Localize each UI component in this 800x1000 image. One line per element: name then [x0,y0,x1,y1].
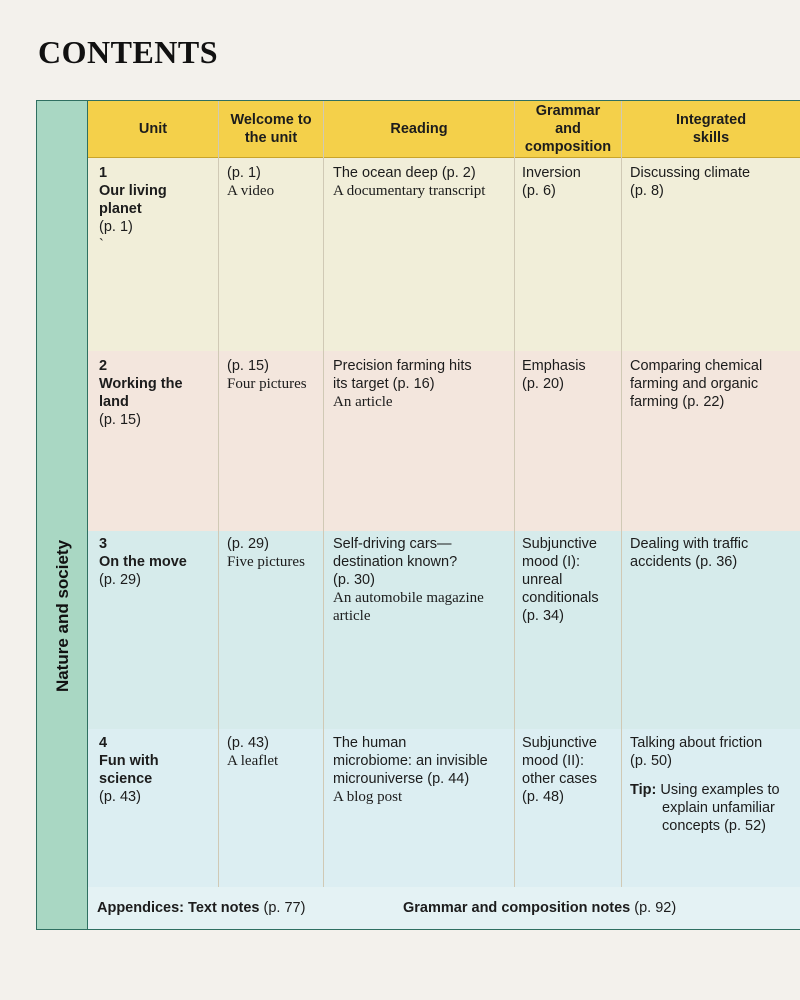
column-divider [218,101,219,887]
table-header [88,101,800,158]
unit-1-welcome: (p. 1) A video [227,165,275,199]
unit-1-reading[interactable]: The ocean deep (p. 2) A documentary transcript [333,165,486,199]
unit-1-skills[interactable]: Discussing climate (p. 8) [630,165,751,199]
unit-1-cell[interactable]: 1 Our living planet (p. 1) ` [99,165,167,253]
header-unit: Unit [138,121,168,137]
header-skills: Integrated skills [675,112,747,146]
appendix-text-notes[interactable]: Appendices: Text notes (p. 77) [97,900,306,916]
page-title: CONTENTS [38,34,219,70]
unit-2-grammar[interactable]: Emphasis (p. 20) [522,358,586,392]
section-label: Nature and society [53,539,72,693]
header-welcome: Welcome to the unit [230,112,312,146]
unit-2-skills[interactable]: Comparing chemical farming and organic farming (p. 22) [630,358,763,410]
column-divider [323,101,324,887]
unit-3-reading[interactable]: Self-driving cars— destination known? (p. 30) An automobile magazine article [333,536,484,624]
unit-4-skills[interactable]: Talking about friction (p. 50) Tip: Using examples to explain unfamiliar concepts (p. 52) [630,735,780,834]
unit-4-reading[interactable]: The human microbiome: an invisible microuniverse (p. 44) A blog post [333,735,488,805]
section-sidebar [36,100,88,930]
unit-3-grammar[interactable]: Subjunctive mood (I): unreal conditionals (p. 34) [522,536,599,624]
column-divider [621,101,622,887]
tip-label: Tip: [630,782,657,798]
unit-3-skills[interactable]: Dealing with traffic accidents (p. 36) [630,536,749,570]
header-grammar: Grammar and composition [524,103,612,155]
unit-2-welcome: (p. 15) Four pictures [227,358,307,392]
appendix-grammar-notes[interactable]: Grammar and composition notes (p. 92) [403,900,677,916]
unit-4-cell[interactable]: 4 Fun with science (p. 43) [99,735,159,805]
unit-3-welcome: (p. 29) Five pictures [227,536,305,570]
unit-4-grammar[interactable]: Subjunctive mood (II): other cases (p. 48) [522,735,597,805]
column-divider [514,101,515,887]
footer-row [88,887,800,930]
unit-3-cell[interactable]: 3 On the move (p. 29) [99,536,187,588]
contents-table [88,100,800,930]
header-reading: Reading [390,121,448,137]
unit-2-cell[interactable]: 2 Working the land (p. 15) [99,358,183,428]
unit-2-reading[interactable]: Precision farming hits its target (p. 16) An article [333,358,472,410]
unit-4-welcome: (p. 43) A leaflet [227,735,279,769]
unit-1-grammar[interactable]: Inversion (p. 6) [522,165,581,199]
